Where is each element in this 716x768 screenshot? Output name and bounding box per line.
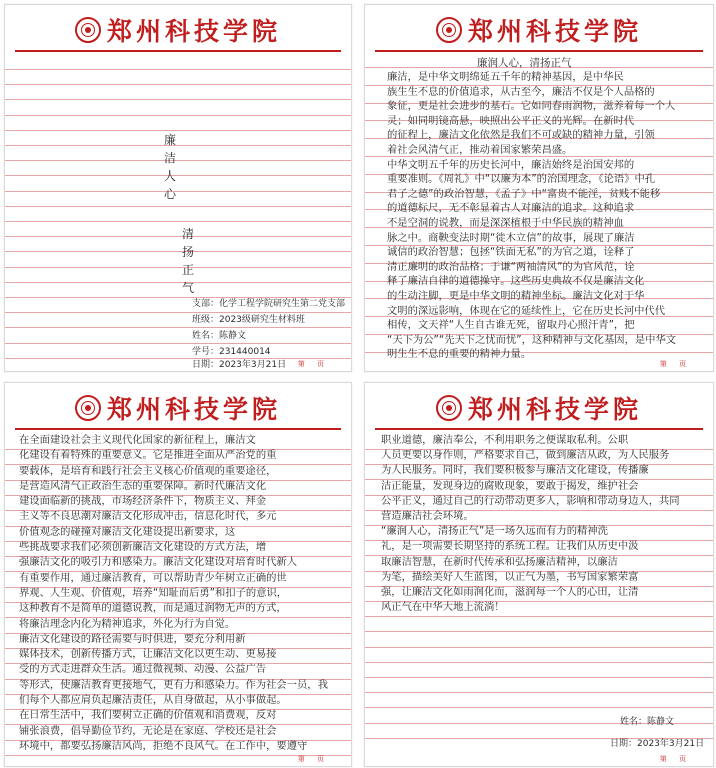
page-header bbox=[5, 383, 351, 427]
text-line: 廉洁，是中华文明绵延五千年的精神基因，是中华民 bbox=[387, 71, 624, 83]
essay-body bbox=[19, 433, 341, 754]
text-line: 灵；如同明镜高悬，映照出公平正义的光辉。在新时代 bbox=[387, 114, 635, 127]
text-line: 脉之中。商鞅变法时期“徙木立信”的故事，展现了廉洁 bbox=[387, 231, 635, 244]
page-number-label: 第 页 bbox=[297, 755, 329, 763]
ruled-line bbox=[5, 115, 351, 116]
signature-name: 姓名：陈静文 bbox=[620, 717, 675, 727]
school-name: 郑州科技学院 bbox=[467, 395, 642, 424]
title-char: 清 bbox=[181, 227, 194, 241]
school-emblem-icon bbox=[75, 395, 101, 421]
text-line: 些挑战要求我们必须创新廉洁文化建设的方式方法，增 bbox=[19, 541, 267, 554]
text-line: 的征程上，廉洁文化依然是我们不可或缺的精神力量，引领 bbox=[387, 129, 655, 142]
text-line: 价值观念的碰撞对廉洁文化建设提出新要求，这 bbox=[19, 525, 236, 538]
essay-body bbox=[381, 433, 703, 615]
school-emblem-icon bbox=[436, 17, 462, 43]
page-essay-3 bbox=[364, 382, 714, 767]
school-name: 郑州科技学院 bbox=[106, 17, 281, 46]
text-line: 人员更要以身作则，严格要求自己，做到廉洁从政，为人民服务 bbox=[381, 449, 670, 462]
text-line: 风正气在中华大地上流淌！ bbox=[381, 601, 505, 614]
text-line: 着社会风清气正，推动着国家繁荣昌盛。 bbox=[387, 143, 573, 156]
page-number-label: 第 页 bbox=[297, 360, 329, 368]
text-line: 这种教育不是简单的道德说教，而是通过润物无声的方式， bbox=[19, 602, 287, 615]
ruled-line bbox=[365, 662, 713, 663]
text-line: 受的方式走进群众生活。通过微视频、动漫、公益广告 bbox=[19, 663, 267, 676]
school-name: 郑州科技学院 bbox=[106, 395, 281, 424]
title-char: 正 bbox=[181, 263, 194, 277]
school-emblem-icon bbox=[436, 395, 462, 421]
ruled-line bbox=[5, 130, 351, 131]
text-line: 公平正义，通过自己的行动带动更多人，影响和带动身边人，共同 bbox=[381, 494, 680, 507]
header-divider bbox=[375, 428, 703, 430]
text-line: 营造廉洁社会环境。 bbox=[381, 509, 474, 522]
info-student-id: 学号：231440014 bbox=[192, 347, 271, 357]
header-divider bbox=[15, 50, 341, 52]
ruled-line bbox=[365, 677, 713, 678]
text-line: “天下为公”“先天下之忧而忧”，这种精神与文化基因，是中华文 bbox=[387, 333, 677, 346]
page-header bbox=[365, 383, 713, 427]
info-name: 姓名：陈静文 bbox=[192, 331, 247, 341]
signature-date: 日期：2023年3月21日 bbox=[610, 739, 705, 749]
info-branch: 支部：化学工程学院研究生第二党支部 bbox=[192, 299, 346, 309]
text-line: 强，让廉洁文化如雨润化而，滋润每一个人的心田，让清 bbox=[381, 585, 639, 598]
ruled-line bbox=[5, 267, 351, 268]
page-essay-1 bbox=[364, 4, 714, 372]
text-line: 有重要作用，通过廉洁教育，可以帮助青少年树立正确的世 bbox=[19, 571, 287, 584]
text-line: 将廉洁理念内化为精神追求，外化为行为自觉。 bbox=[19, 617, 236, 630]
text-line: 主义等不良思潮对廉洁文化形成冲击，信息化时代，多元 bbox=[19, 510, 277, 523]
text-line: 清正廉明的政治品格；于谦“两袖清风”的为官风范，诠 bbox=[387, 260, 635, 273]
ruled-line bbox=[365, 647, 713, 648]
ruled-line bbox=[5, 175, 351, 176]
header-divider bbox=[15, 428, 341, 430]
ruled-line bbox=[5, 327, 351, 328]
school-name: 郑州科技学院 bbox=[467, 17, 642, 46]
title-char: 洁 bbox=[163, 151, 176, 165]
text-line: 明生生不息的重要的精神力量。 bbox=[387, 348, 532, 361]
title-char: 气 bbox=[181, 281, 194, 295]
text-line: 的道德标尺，无不彰显着古人对廉洁的追求。这种追求 bbox=[387, 202, 635, 215]
text-line: 君子之德”的政治智慧，《孟子》中“富贵不能淫，贫贱不能移 bbox=[387, 187, 661, 200]
text-line: “廉润人心，清扬正气”是一场久远而有力的精神洗 bbox=[381, 525, 608, 538]
text-line: 在全面建设社会主义现代化国家的新征程上，廉洁文 bbox=[19, 434, 256, 446]
text-line: 文明的深远影响，体现在它的延续性上，它在历史长河中代代 bbox=[387, 304, 666, 317]
text-line: 等形式，使廉洁教育更接地气，更有力和感染力。作为社会一员，我 bbox=[19, 678, 328, 691]
page-number-label: 第 页 bbox=[659, 755, 691, 763]
title-char: 心 bbox=[163, 187, 176, 201]
text-line: 媒体技术，创新传播方式，让廉洁文化以更生动、更易接 bbox=[19, 648, 277, 661]
ruled-line bbox=[365, 631, 713, 632]
ruled-line bbox=[5, 99, 351, 100]
ruled-line bbox=[5, 206, 351, 207]
text-line: 象征，更是社会进步的基石。它如同春雨润物，滋养着每一个人 bbox=[387, 100, 676, 113]
text-line: 族生生不息的价值追求，从古至今，廉洁不仅是个人品格的 bbox=[387, 85, 655, 98]
ruled-line bbox=[365, 707, 713, 708]
text-line: 是营造风清气正政治生态的重要保障。新时代廉洁文化 bbox=[19, 479, 267, 492]
text-line: 诚信的政治智慧；包拯“铁面无私”的为官之道，诠释了 bbox=[387, 246, 635, 259]
page-cover bbox=[4, 4, 352, 372]
text-line: 们每个人都应肩负起廉洁责任，从自身做起，从小事做起。 bbox=[19, 694, 287, 707]
text-line: 释了廉洁自律的道德操守。这些历史典故不仅是廉洁文化 bbox=[387, 275, 645, 288]
text-line: 为人民服务。同时，我们要积极参与廉洁文化建设，传播廉 bbox=[381, 464, 649, 477]
header-divider bbox=[375, 50, 703, 52]
text-line: 为笔，描绘美好人生蓝图，以正气为墨，书写国家繁荣富 bbox=[381, 570, 639, 583]
ruled-line bbox=[365, 616, 713, 617]
title-char: 廉 bbox=[163, 133, 176, 147]
title-char: 人 bbox=[163, 169, 176, 183]
text-line: 铺张浪费，倡导勤俭节约，无论是在家庭、学校还是社会 bbox=[19, 724, 277, 737]
info-class: 班级：2023级研究生材料班 bbox=[192, 315, 305, 325]
ruled-line bbox=[5, 251, 351, 252]
text-line: 取廉洁智慧，在新时代传承和弘扬廉洁精神，以廉洁 bbox=[381, 555, 618, 568]
ruled-line bbox=[5, 221, 351, 222]
ruled-line bbox=[5, 236, 351, 237]
page-header bbox=[5, 5, 351, 49]
text-line: 界观、人生观、价值观，培养“知耻而后勇”和扣子的意识， bbox=[19, 586, 288, 599]
ruled-line bbox=[5, 282, 351, 283]
page-essay-2 bbox=[4, 382, 352, 767]
text-line: 环境中，都要弘扬廉洁风尚，拒绝不良风气。在工作中，要遵守 bbox=[19, 739, 308, 752]
text-line: 不是空洞的说教，而是深深植根于中华民族的精神血 bbox=[387, 216, 624, 229]
ruled-line bbox=[5, 145, 351, 146]
text-line: 重要准则。《周礼》中“以廉为本”的治国理念，《论语》中孔 bbox=[387, 173, 656, 186]
page-header bbox=[365, 5, 713, 49]
info-date: 日期：2023年3月21日 bbox=[192, 360, 287, 370]
text-line: 要载体，是培育和践行社会主义核心价值观的重要途径， bbox=[19, 464, 277, 477]
text-line: 职业道德，廉洁奉公，不利用职务之便谋取私利。公职 bbox=[381, 434, 629, 446]
text-line: 相传，文天祥“人生自古谁无死，留取丹心照汗青”，把 bbox=[387, 319, 635, 332]
ruled-line bbox=[365, 692, 713, 693]
ruled-line bbox=[5, 84, 351, 85]
text-line: 强廉洁文化的吸引力和感染力。廉洁文化建设对培育时代新人 bbox=[19, 556, 298, 569]
text-line: 在日常生活中，我们要树立正确的价值观和消费观，反对 bbox=[19, 709, 277, 722]
text-line: 的生动注脚，更是中华文明的精神坐标。廉洁文化对于华 bbox=[387, 289, 645, 302]
text-line: 化建设有着特殊的重要意义。它是推进全面从严治党的重 bbox=[19, 449, 277, 462]
text-line: 廉洁文化建设的路径需要与时俱进，要充分利用新 bbox=[19, 632, 246, 645]
essay-body bbox=[387, 70, 699, 362]
title-char: 扬 bbox=[181, 245, 194, 259]
ruled-line bbox=[5, 160, 351, 161]
ruled-line bbox=[5, 343, 351, 344]
text-line: 礼，是一项需要长期坚持的系统工程。让我们从历史中汲 bbox=[381, 540, 639, 553]
school-emblem-icon bbox=[75, 17, 101, 43]
text-line: 中华文明五千年的历史长河中，廉洁始终是治国安邦的 bbox=[387, 158, 635, 171]
text-line: 洁正能量，发现身边的腐败现象，要敢于揭发，维护社会 bbox=[381, 479, 639, 492]
essay-title: 廉润人心，清扬正气 bbox=[477, 57, 572, 69]
page-number-label: 第 页 bbox=[659, 360, 691, 368]
ruled-line bbox=[5, 191, 351, 192]
text-line: 建设面临新的挑战，市场经济条件下，物质主义、拜金 bbox=[19, 495, 267, 508]
ruled-line bbox=[5, 69, 351, 70]
